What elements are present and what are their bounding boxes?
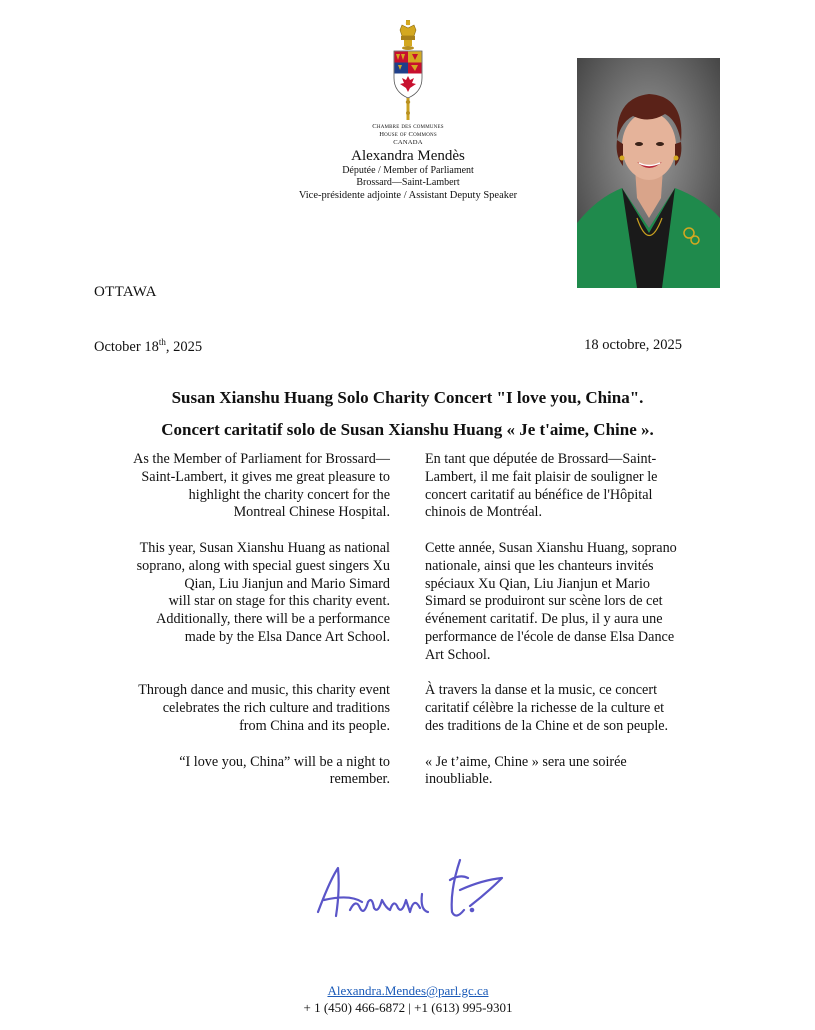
letterhead-chamber-fr: Chambre des communes	[372, 123, 444, 130]
paragraph: Cette année, Susan Xianshu Huang, soprano nationale, ainsi que les chanteurs invités spéciaux Xu Qian, Liu Jianjun et Mario Simard se produiront sur scène lors de cet événement caritatif. De plus, il y aura une performance de l'école de danse Elsa Dance Art School.	[425, 539, 677, 663]
letterhead-vp: Vice-présidente adjointe / Assistant Deputy Speaker	[298, 190, 518, 201]
footer-email-link[interactable]: Alexandra.Mendes@parl.gc.ca	[327, 983, 489, 998]
letterhead-chamber-en: House of Commons	[379, 131, 437, 138]
portrait-photo	[577, 58, 720, 288]
paragraph: En tant que députée de Brossard—Saint- Lambert, il me fait plaisir de souligner le concert caritatif au bénéfice de l'Hôpital chinois de Montréal.	[425, 451, 658, 521]
title-french: Concert caritatif solo de Susan Xianshu Huang « Je t'aime, Chine ».	[161, 420, 654, 439]
paragraph: As the Member of Parliament for Brossard— Saint-Lambert, it gives me great pleasure to highlight the charity concert for the Montreal Chinese Hospital.	[133, 451, 390, 521]
letterhead-name: Alexandra Mendès	[351, 148, 465, 164]
signature	[310, 850, 510, 935]
date-french: 18 octobre, 2025	[584, 337, 682, 353]
footer-phone: + 1 (450) 466-6872 | +1 (613) 995-9301	[303, 1000, 513, 1015]
house-of-commons-crest-icon	[388, 18, 428, 122]
date-english: October 18th, 2025	[94, 337, 203, 355]
letterhead-riding: Brossard—Saint-Lambert	[356, 177, 460, 188]
paragraph: « Je t’aime, Chine » sera une soirée inoubliable.	[425, 753, 627, 788]
title-english: Susan Xianshu Huang Solo Charity Concert "I love you, China".	[171, 388, 644, 407]
body-french	[425, 451, 725, 789]
paragraph: Through dance and music, this charity event celebrates the rich culture and traditions from China and its people.	[138, 682, 390, 734]
body-english	[94, 451, 390, 789]
letterhead-country: CANADA	[393, 139, 423, 146]
paragraph: À travers la danse et la music, ce concert caritatif célèbre la richesse de la culture et des traditions de la Chine et de son peuple.	[425, 682, 669, 734]
letterhead-role: Députée / Member of Parliament	[342, 165, 474, 176]
place-line: OTTAWA	[94, 284, 157, 300]
paragraph: This year, Susan Xianshu Huang as national soprano, along with special guest singers Xu Qian, Liu Jianjun and Mario Simard will star on stage for this charity event. Additionally, there will be a performance made by the Elsa Dance Art School.	[136, 539, 390, 645]
paragraph: “I love you, China” will be a night to remember.	[179, 753, 390, 788]
